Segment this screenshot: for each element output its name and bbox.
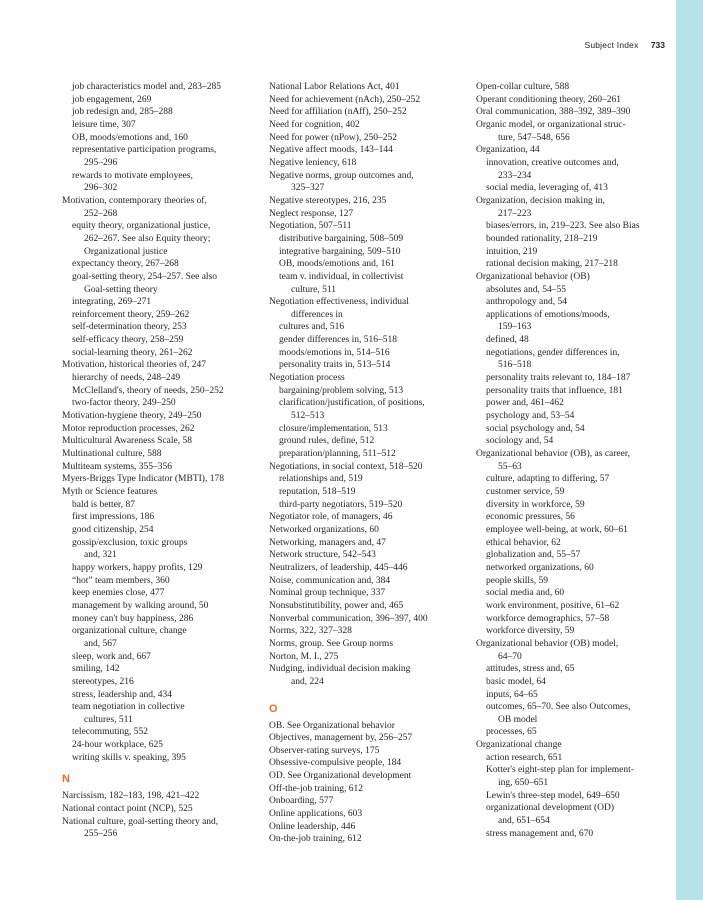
index-subentry: 24-hour workplace, 625 <box>72 740 164 751</box>
section-letter: O <box>269 702 278 715</box>
index-subentry: basic model, 64 <box>486 676 546 687</box>
index-main-entry: Oral communication, 388–392, 389–390 <box>476 107 631 118</box>
index-subentry: distributive bargaining, 508–509 <box>279 233 404 244</box>
index-subentry: job engagement, 269 <box>72 94 152 105</box>
index-main-entry: Need for affiliation (nAff), 250–252 <box>269 107 407 118</box>
index-entry-continuation: ture, 547–548, 656 <box>498 132 570 143</box>
index-subentry: third-party negotiators, 519–520 <box>279 499 403 510</box>
index-subentry: management by walking around, 50 <box>72 600 209 611</box>
index-entry-continuation: 262–267. See also Equity theory; <box>84 233 211 244</box>
index-main-entry: Observer-rating surveys, 175 <box>269 745 380 756</box>
index-subentry: Lewin's three-step model, 649–650 <box>486 790 620 801</box>
index-subentry: happy workers, happy profits, 129 <box>72 562 203 573</box>
index-main-entry: Narcissism, 182–183, 198, 421–422 <box>62 791 200 802</box>
index-subentry: keep enemies close, 477 <box>72 588 165 599</box>
index-column-2 <box>269 81 465 846</box>
index-subentry: bounded rationality, 218–219 <box>486 233 598 244</box>
index-subentry: inputs, 64–65 <box>486 689 538 700</box>
index-entry-continuation: and, 651–654 <box>498 816 550 827</box>
index-subentry: gossip/exclusion, toxic groups <box>72 537 188 548</box>
index-main-entry: Multinational culture, 588 <box>62 449 162 460</box>
index-main-entry: OD. See Organizational development <box>269 771 412 782</box>
index-main-entry: Myers-Briggs Type Indicator (MBTI), 178 <box>62 474 224 485</box>
index-main-entry: Norms, 322, 327–328 <box>269 626 352 637</box>
index-subentry: organizational culture, change <box>72 626 187 637</box>
index-subentry: employee well-being, at work, 60–61 <box>486 524 628 535</box>
index-main-entry: Negative leniency, 618 <box>269 157 357 168</box>
index-subentry: job redesign and, 285–288 <box>72 107 173 118</box>
index-entry-continuation: and, 321 <box>84 550 117 561</box>
running-head <box>584 40 665 50</box>
index-main-entry: Networked organizations, 60 <box>269 524 379 535</box>
index-subentry: workforce demographics, 57–58 <box>486 613 610 624</box>
index-subentry: leisure time, 307 <box>72 119 136 130</box>
index-main-entry: Networking, managers and, 47 <box>269 537 386 548</box>
index-subentry: work environment, positive, 61–62 <box>486 600 620 611</box>
index-subentry: outcomes, 65–70. See also Outcomes, <box>486 702 631 713</box>
index-subentry: reputation, 518–519 <box>279 487 356 497</box>
index-main-entry: Negotiation, 507–511 <box>269 221 352 232</box>
index-subentry: telecommuting, 552 <box>72 727 148 738</box>
index-main-entry: Need for achievement (nAch), 250–252 <box>269 94 421 105</box>
index-main-entry: Onboarding, 577 <box>269 796 334 807</box>
index-subentry: closure/implementation, 513 <box>279 423 388 434</box>
index-entry-continuation: 217–223 <box>498 208 532 219</box>
index-subentry: relationships and, 519 <box>279 474 363 485</box>
index-subentry: processes, 65 <box>486 727 537 738</box>
index-subentry: biases/errors, in, 219–223. See also Bias <box>486 221 640 232</box>
index-main-entry: Motivation, historical theories of, 247 <box>62 360 207 371</box>
index-main-entry: Nonsubstitutibility, power and, 465 <box>269 600 404 611</box>
index-subentry: personality traits relevant to, 184–187 <box>486 373 631 384</box>
index-main-entry: Noise, communication and, 384 <box>269 575 391 586</box>
index-entry-continuation: and, 567 <box>84 638 117 649</box>
index-subentry: self-determination theory, 253 <box>72 322 187 333</box>
index-subentry: personality traits in, 513–514 <box>279 360 391 371</box>
index-main-entry: Negotiations, in social context, 518–520 <box>269 461 423 472</box>
index-subentry: team v. individual, in collectivist <box>279 271 404 282</box>
index-subentry: smiling, 142 <box>72 664 120 675</box>
index-main-entry: Negative stereotypes, 216, 235 <box>269 195 387 206</box>
index-subentry: sociology and, 54 <box>486 436 554 447</box>
index-subentry: social media and, 60 <box>486 588 565 599</box>
index-main-entry: Nominal group technique, 337 <box>269 588 386 599</box>
index-entry-continuation: 55–63 <box>498 461 522 472</box>
index-subentry: self-efficacy theory, 258–259 <box>72 335 184 346</box>
index-entry-continuation: 64–70 <box>498 651 522 662</box>
index-main-entry: National Labor Relations Act, 401 <box>269 82 400 92</box>
index-subentry: reinforcement theory, 259–262 <box>72 309 190 320</box>
index-main-entry: Objectives, management by, 256–257 <box>269 733 413 744</box>
side-color-bar <box>676 0 703 900</box>
index-subentry: money can't buy happiness, 286 <box>72 613 194 624</box>
index-main-entry: Need for power (nPow), 250–252 <box>269 132 397 143</box>
index-main-entry: Negotiation effectiveness, individual <box>269 297 409 308</box>
index-subentry: social psychology and, 54 <box>486 423 585 434</box>
index-subentry: representative participation programs, <box>72 145 217 156</box>
index-main-entry: Organizational behavior (OB) <box>476 271 590 282</box>
index-subentry: social-learning theory, 261–262 <box>72 347 193 358</box>
index-subentry: organizational development (OD) <box>486 803 615 814</box>
index-main-entry: Myth or Science features <box>62 487 158 497</box>
index-entry-continuation: differences in <box>291 309 343 320</box>
index-main-entry: Negative affect moods, 143–144 <box>269 145 393 156</box>
index-main-entry: Organic model, or organizational struc- <box>476 119 626 130</box>
index-entry-continuation: 296–302 <box>84 183 118 194</box>
index-main-entry: Open-collar culture, 588 <box>476 82 570 92</box>
index-subentry: action research, 651 <box>486 752 563 763</box>
index-subentry: OB, moods/emotions and, 161 <box>279 259 395 270</box>
index-main-entry: Online leadership, 446 <box>269 821 356 832</box>
index-subentry: good citizenship, 254 <box>72 524 154 535</box>
index-subentry: innovation, creative outcomes and, <box>486 157 619 168</box>
index-subentry: integrating, 269–271 <box>72 297 152 308</box>
index-entry-continuation: 516–518 <box>498 360 532 371</box>
index-main-entry: Negotiator role, of managers, 46 <box>269 512 393 523</box>
index-main-entry: Need for cognition, 402 <box>269 119 360 130</box>
index-column-3 <box>476 81 672 840</box>
index-main-entry: On-the-job training, 612 <box>269 834 362 845</box>
index-main-entry: Neglect response, 127 <box>269 208 354 219</box>
index-subentry: bargaining/problem solving, 513 <box>279 385 404 396</box>
index-subentry: integrative bargaining, 509–510 <box>279 246 401 257</box>
index-entry-continuation: 255–256 <box>84 829 118 840</box>
index-entry-continuation: Goal-setting theory <box>84 284 158 295</box>
index-subentry: cultures and, 516 <box>279 322 345 333</box>
index-main-entry: Nudging, individual decision making <box>269 664 411 675</box>
index-subentry: ethical behavior, 62 <box>486 537 561 548</box>
index-subentry: preparation/planning, 511–512 <box>279 449 396 460</box>
running-head-label: Subject Index <box>584 40 639 50</box>
index-subentry: rewards to motivate employees, <box>72 170 193 181</box>
index-subentry: expectancy theory, 267–268 <box>72 259 179 270</box>
index-subentry: sleep, work and, 667 <box>72 651 151 662</box>
index-entry-continuation: 512–513 <box>291 411 325 422</box>
index-subentry: stress management and, 670 <box>486 828 594 839</box>
index-subentry: personality traits that influence, 181 <box>486 385 623 396</box>
index-subentry: moods/emotions in, 514–516 <box>279 347 390 358</box>
index-subentry: networked organizations, 60 <box>486 562 594 573</box>
index-entry-continuation: culture, 511 <box>291 284 337 295</box>
index-main-entry: Motivation, contemporary theories of, <box>62 195 207 206</box>
index-main-entry: Multiteam systems, 355–356 <box>62 461 173 472</box>
index-subentry: writing skills v. speaking, 395 <box>72 752 186 763</box>
index-subentry: applications of emotions/moods, <box>486 309 610 320</box>
index-main-entry: National contact point (NCP), 525 <box>62 804 193 815</box>
index-subentry: people skills, 59 <box>486 575 549 586</box>
index-subentry: negotiations, gender differences in, <box>486 347 620 358</box>
index-subentry: workforce diversity, 59 <box>486 626 575 637</box>
index-entry-continuation: 325–327 <box>291 183 325 194</box>
index-subentry: bald is better, 87 <box>72 499 135 510</box>
index-main-entry: National culture, goal-setting theory and, <box>62 816 219 827</box>
index-column-1 <box>62 81 258 841</box>
index-entry-continuation: 159–163 <box>498 322 532 333</box>
index-main-entry: Organizational behavior (OB), as career, <box>476 449 631 460</box>
index-main-entry: Norton, M. I., 275 <box>269 651 339 662</box>
index-subentry: social media, leveraging of, 413 <box>486 183 608 194</box>
index-subentry: gender differences in, 516–518 <box>279 335 398 346</box>
index-subentry: stereotypes, 216 <box>72 676 134 687</box>
index-main-entry: Organizational behavior (OB) model, <box>476 638 619 649</box>
index-main-entry: Multicultural Awareness Scale, 58 <box>62 436 192 447</box>
index-subentry: stress, leadership and, 434 <box>72 689 172 700</box>
index-subentry: globalization and, 55–57 <box>486 550 581 561</box>
index-entry-continuation: OB model <box>498 714 538 725</box>
index-main-entry: Negotiation process <box>269 373 345 384</box>
index-subentry: ground rules, define, 512 <box>279 436 375 447</box>
index-subentry: anthropology and, 54 <box>486 297 568 308</box>
index-subentry: attitudes, stress and, 65 <box>486 664 575 675</box>
index-main-entry: Motivation-hygiene theory, 249–250 <box>62 411 202 422</box>
index-main-entry: Organizational change <box>476 740 562 751</box>
index-main-entry: OB. See Organizational behavior <box>269 720 395 731</box>
index-subentry: economic pressures, 56 <box>486 512 575 523</box>
index-subentry: customer service, 59 <box>486 487 565 497</box>
index-main-entry: Organization, 44 <box>476 145 540 156</box>
index-main-entry: Neutralizers, of leadership, 445–446 <box>269 562 408 573</box>
index-main-entry: Online applications, 603 <box>269 809 363 820</box>
index-subentry: “hot” team members, 360 <box>72 575 170 586</box>
index-main-entry: Obsessive-compulsive people, 184 <box>269 758 402 769</box>
index-subentry: Kotter's eight-step plan for implement- <box>486 765 634 776</box>
index-subentry: OB, moods/emotions and, 160 <box>72 132 188 143</box>
index-subentry: defined, 48 <box>486 335 529 346</box>
index-subentry: clarification/justification, of positions, <box>279 398 425 409</box>
index-subentry: absolutes and, 54–55 <box>486 284 566 295</box>
index-subentry: job characteristics model and, 283–285 <box>72 82 222 92</box>
index-subentry: equity theory, organizational justice, <box>72 221 211 232</box>
index-entry-continuation: ing, 650–651 <box>498 778 549 789</box>
index-subentry: psychology and, 53–54 <box>486 411 575 422</box>
index-main-entry: Network structure, 542–543 <box>269 550 376 561</box>
index-subentry: diversity in workforce, 59 <box>486 499 585 510</box>
index-entry-continuation: 295–296 <box>84 157 118 168</box>
index-main-entry: Motor reproduction processes, 262 <box>62 423 195 434</box>
index-subentry: goal-setting theory, 254–257. See also <box>72 271 218 282</box>
index-main-entry: Norms, group. See Group norms <box>269 638 394 649</box>
index-subentry: team negotiation in collective <box>72 702 185 713</box>
index-subentry: culture, adapting to differing, 57 <box>486 474 610 485</box>
index-main-entry: Organization, decision making in, <box>476 195 605 206</box>
index-subentry: first impressions, 186 <box>72 512 155 523</box>
index-entry-continuation: Organizational justice <box>84 246 168 257</box>
index-main-entry: Negative norms, group outcomes and, <box>269 170 414 181</box>
index-subentry: McClelland's, theory of needs, 250–252 <box>72 385 224 396</box>
index-subentry: rational decision making, 217–218 <box>486 259 618 270</box>
index-main-entry: Off-the-job training, 612 <box>269 783 364 794</box>
index-entry-continuation: cultures, 511 <box>84 714 133 725</box>
index-main-entry: Nonverbal communication, 396–397, 400 <box>269 613 428 624</box>
index-entry-continuation: and, 224 <box>291 676 324 687</box>
page-number: 733 <box>650 40 665 50</box>
index-entry-continuation: 252–268 <box>84 208 118 219</box>
index-main-entry: Operant conditioning theory, 260–261 <box>476 94 622 105</box>
index-subentry: intuition, 219 <box>486 246 538 257</box>
index-subentry: hierarchy of needs, 248–249 <box>72 373 181 384</box>
section-letter: N <box>62 773 70 786</box>
index-subentry: two-factor theory, 249–250 <box>72 398 176 409</box>
index-entry-continuation: 233–234 <box>498 170 532 181</box>
index-subentry: power and, 461–462 <box>486 398 564 409</box>
